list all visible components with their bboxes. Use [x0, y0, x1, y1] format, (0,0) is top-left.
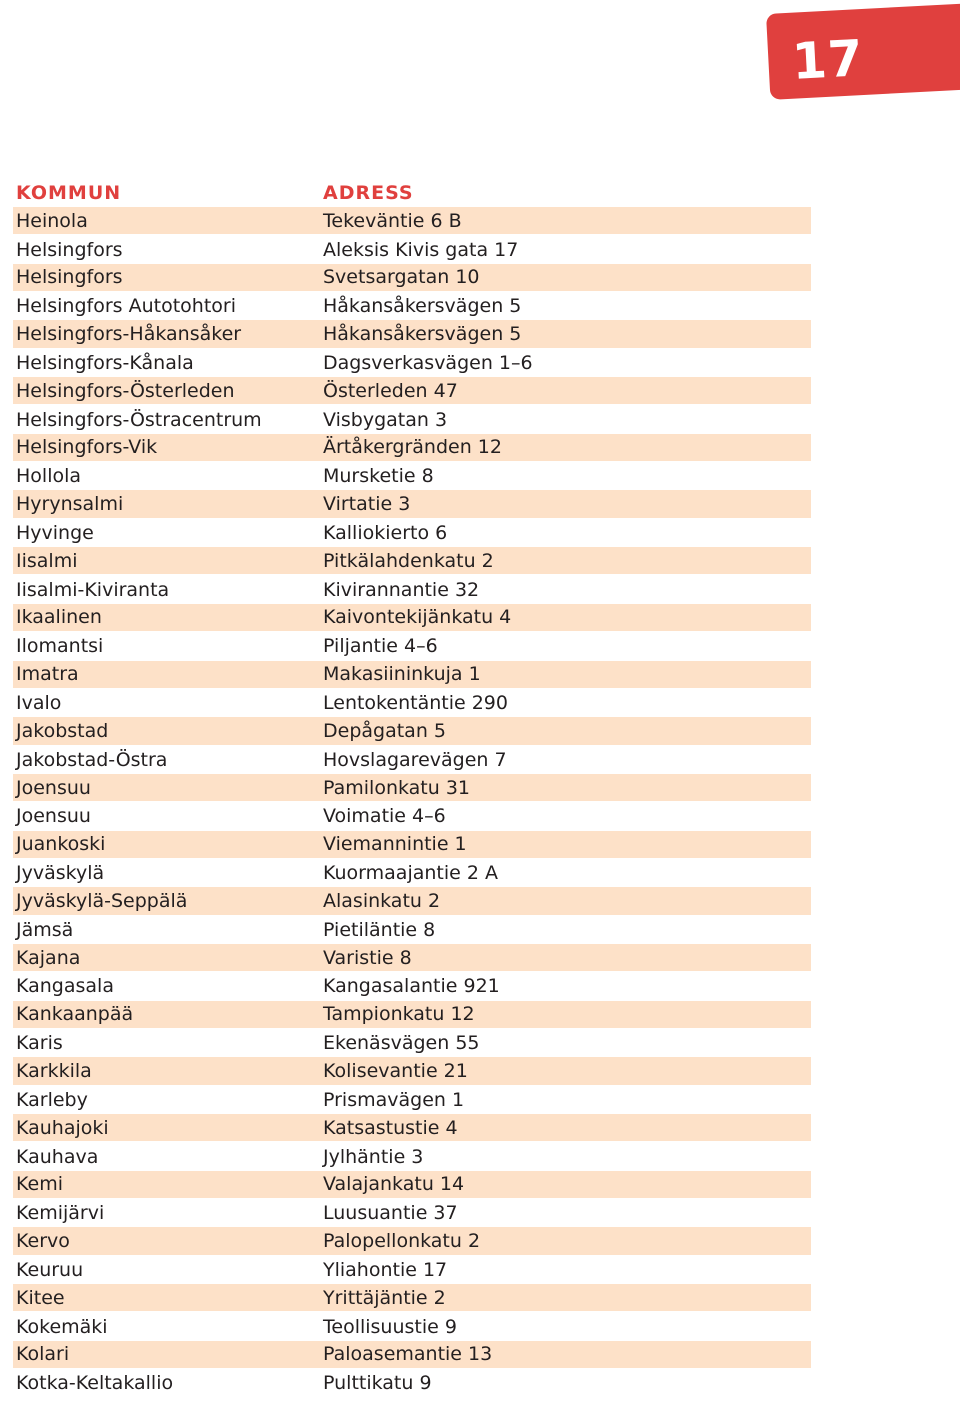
table-row	[13, 434, 811, 462]
table-row	[13, 547, 811, 575]
cell-adress: Viemannintie 1	[323, 833, 467, 856]
table-row	[13, 1312, 811, 1340]
table-row	[13, 1284, 811, 1312]
cell-kommun: Helsingfors-Österleden	[16, 379, 235, 402]
table-row	[13, 235, 811, 263]
cell-adress: Paloasemantie 13	[323, 1343, 493, 1366]
cell-kommun: Joensuu	[16, 805, 91, 828]
cell-adress: Håkansåkersvägen 5	[323, 295, 522, 318]
cell-adress: Ärtåkergränden 12	[323, 436, 502, 459]
table-row	[13, 1227, 811, 1255]
table-row	[13, 1001, 811, 1029]
cell-adress: Teollisuustie 9	[323, 1315, 457, 1338]
cell-kommun: Kervo	[16, 1230, 70, 1253]
cell-adress: Palopellonkatu 2	[323, 1230, 481, 1253]
cell-kommun: Ivalo	[16, 692, 62, 715]
cell-kommun: Helsingfors-Kånala	[16, 351, 194, 374]
cell-kommun: Kangasala	[16, 975, 114, 998]
table-row	[13, 349, 811, 377]
cell-adress: Depågatan 5	[323, 719, 446, 742]
table-row	[13, 1114, 811, 1142]
cell-kommun: Heinola	[16, 209, 88, 232]
cell-adress: Visbygatan 3	[323, 408, 448, 431]
cell-kommun: Kankaanpää	[16, 1003, 134, 1026]
cell-adress: Håkansåkersvägen 5	[323, 323, 522, 346]
cell-kommun: Ikaalinen	[16, 606, 102, 629]
table-row	[13, 1142, 811, 1170]
cell-kommun: Kemijärvi	[16, 1202, 105, 1225]
cell-kommun: Iisalmi	[16, 549, 78, 572]
cell-adress: Katsastustie 4	[323, 1116, 458, 1139]
cell-adress: Kalliokierto 6	[323, 521, 448, 544]
cell-kommun: Helsingfors-Östracentrum	[16, 408, 262, 431]
table-body	[13, 207, 811, 1397]
cell-kommun: Joensuu	[16, 776, 91, 799]
table-row	[13, 377, 811, 405]
table-row	[13, 632, 811, 660]
address-table	[13, 177, 811, 1397]
table-row	[13, 859, 811, 887]
page-number: 17	[790, 29, 866, 91]
cell-kommun: Keuruu	[16, 1258, 84, 1281]
cell-kommun: Hyrynsalmi	[16, 493, 124, 516]
table-row	[13, 519, 811, 547]
cell-kommun: Kajana	[16, 946, 81, 969]
table-header	[13, 177, 811, 207]
cell-adress: Prismavägen 1	[323, 1088, 465, 1111]
cell-kommun: Kauhajoki	[16, 1116, 109, 1139]
cell-kommun: Juankoski	[16, 833, 106, 856]
cell-adress: Jylhäntie 3	[323, 1145, 424, 1168]
cell-adress: Pietiläntie 8	[323, 918, 436, 941]
cell-kommun: Iisalmi-Kiviranta	[16, 578, 170, 601]
table-row	[13, 972, 811, 1000]
table-row	[13, 604, 811, 632]
cell-kommun: Jämsä	[16, 918, 74, 941]
cell-adress: Alasinkatu 2	[323, 889, 441, 912]
cell-kommun: Karis	[16, 1032, 63, 1055]
table-row	[13, 207, 811, 235]
cell-adress: Voimatie 4–6	[323, 805, 446, 828]
table-row	[13, 1341, 811, 1369]
cell-kommun: Kokemäki	[16, 1315, 108, 1338]
cell-adress: Kivirannantie 32	[323, 578, 480, 601]
cell-adress: Yliahontie 17	[323, 1258, 448, 1281]
cell-adress: Luusuantie 37	[323, 1202, 458, 1225]
table-row	[13, 1256, 811, 1284]
table-row	[13, 802, 811, 830]
cell-kommun: Kauhava	[16, 1145, 99, 1168]
table-row	[13, 916, 811, 944]
table-row	[13, 462, 811, 490]
cell-adress: Mursketie 8	[323, 465, 434, 488]
table-row	[13, 887, 811, 915]
cell-kommun: Helsingfors	[16, 266, 123, 289]
cell-adress: Pitkälahdenkatu 2	[323, 549, 494, 572]
cell-adress: Hovslagarevägen 7	[323, 748, 507, 771]
table-row	[13, 1057, 811, 1085]
cell-kommun: Jakobstad-Östra	[16, 748, 168, 771]
cell-adress: Tampionkatu 12	[323, 1003, 475, 1026]
cell-kommun: Jakobstad	[16, 719, 109, 742]
table-row	[13, 1199, 811, 1227]
cell-kommun: Helsingfors Autotohtori	[16, 295, 236, 318]
table-row	[13, 405, 811, 433]
table-row	[13, 661, 811, 689]
cell-adress: Lentokentäntie 290	[323, 692, 508, 715]
cell-adress: Österleden 47	[323, 379, 458, 402]
cell-kommun: Karkkila	[16, 1059, 92, 1082]
header-adress: ADRESS	[323, 182, 414, 204]
table-row	[13, 320, 811, 348]
cell-adress: Makasiininkuja 1	[323, 663, 481, 686]
cell-adress: Kaivontekijänkatu 4	[323, 606, 512, 629]
cell-kommun: Jyväskylä-Seppälä	[16, 889, 188, 912]
cell-adress: Virtatie 3	[323, 493, 411, 516]
cell-kommun: Hyvinge	[16, 521, 94, 544]
table-row	[13, 292, 811, 320]
cell-adress: Tekeväntie 6 B	[323, 209, 462, 232]
cell-adress: Yrittäjäntie 2	[323, 1286, 446, 1309]
cell-adress: Kolisevantie 21	[323, 1059, 468, 1082]
cell-kommun: Helsingfors	[16, 238, 123, 261]
cell-kommun: Helsingfors-Vik	[16, 436, 158, 459]
header-kommun: KOMMUN	[16, 182, 122, 204]
cell-adress: Valajankatu 14	[323, 1173, 465, 1196]
cell-kommun: Ilomantsi	[16, 635, 104, 658]
table-row	[13, 774, 811, 802]
table-row	[13, 1029, 811, 1057]
cell-adress: Kuormaajantie 2 A	[323, 862, 498, 885]
table-row	[13, 1369, 811, 1397]
cell-adress: Varistie 8	[323, 946, 412, 969]
cell-kommun: Kitee	[16, 1286, 65, 1309]
cell-kommun: Kemi	[16, 1173, 63, 1196]
table-row	[13, 717, 811, 745]
table-row	[13, 1171, 811, 1199]
cell-adress: Ekenäsvägen 55	[323, 1032, 480, 1055]
table-row	[13, 490, 811, 518]
cell-kommun: Jyväskylä	[16, 862, 105, 885]
cell-adress: Pulttikatu 9	[323, 1372, 432, 1395]
cell-kommun: Karleby	[16, 1088, 88, 1111]
cell-adress: Piljantie 4–6	[323, 635, 438, 658]
cell-kommun: Hollola	[16, 465, 82, 488]
table-row	[13, 575, 811, 603]
cell-adress: Pamilonkatu 31	[323, 776, 470, 799]
table-row	[13, 1086, 811, 1114]
cell-adress: Dagsverkasvägen 1–6	[323, 351, 533, 374]
cell-kommun: Kolari	[16, 1343, 70, 1366]
table-row	[13, 264, 811, 292]
cell-adress: Aleksis Kivis gata 17	[323, 238, 519, 261]
cell-kommun: Helsingfors-Håkansåker	[16, 323, 242, 346]
table-row	[13, 831, 811, 859]
cell-adress: Svetsargatan 10	[323, 266, 480, 289]
cell-adress: Kangasalantie 921	[323, 975, 500, 998]
cell-kommun: Imatra	[16, 663, 79, 686]
table-row	[13, 746, 811, 774]
table-row	[13, 944, 811, 972]
table-row	[13, 689, 811, 717]
cell-kommun: Kotka-Keltakallio	[16, 1372, 174, 1395]
